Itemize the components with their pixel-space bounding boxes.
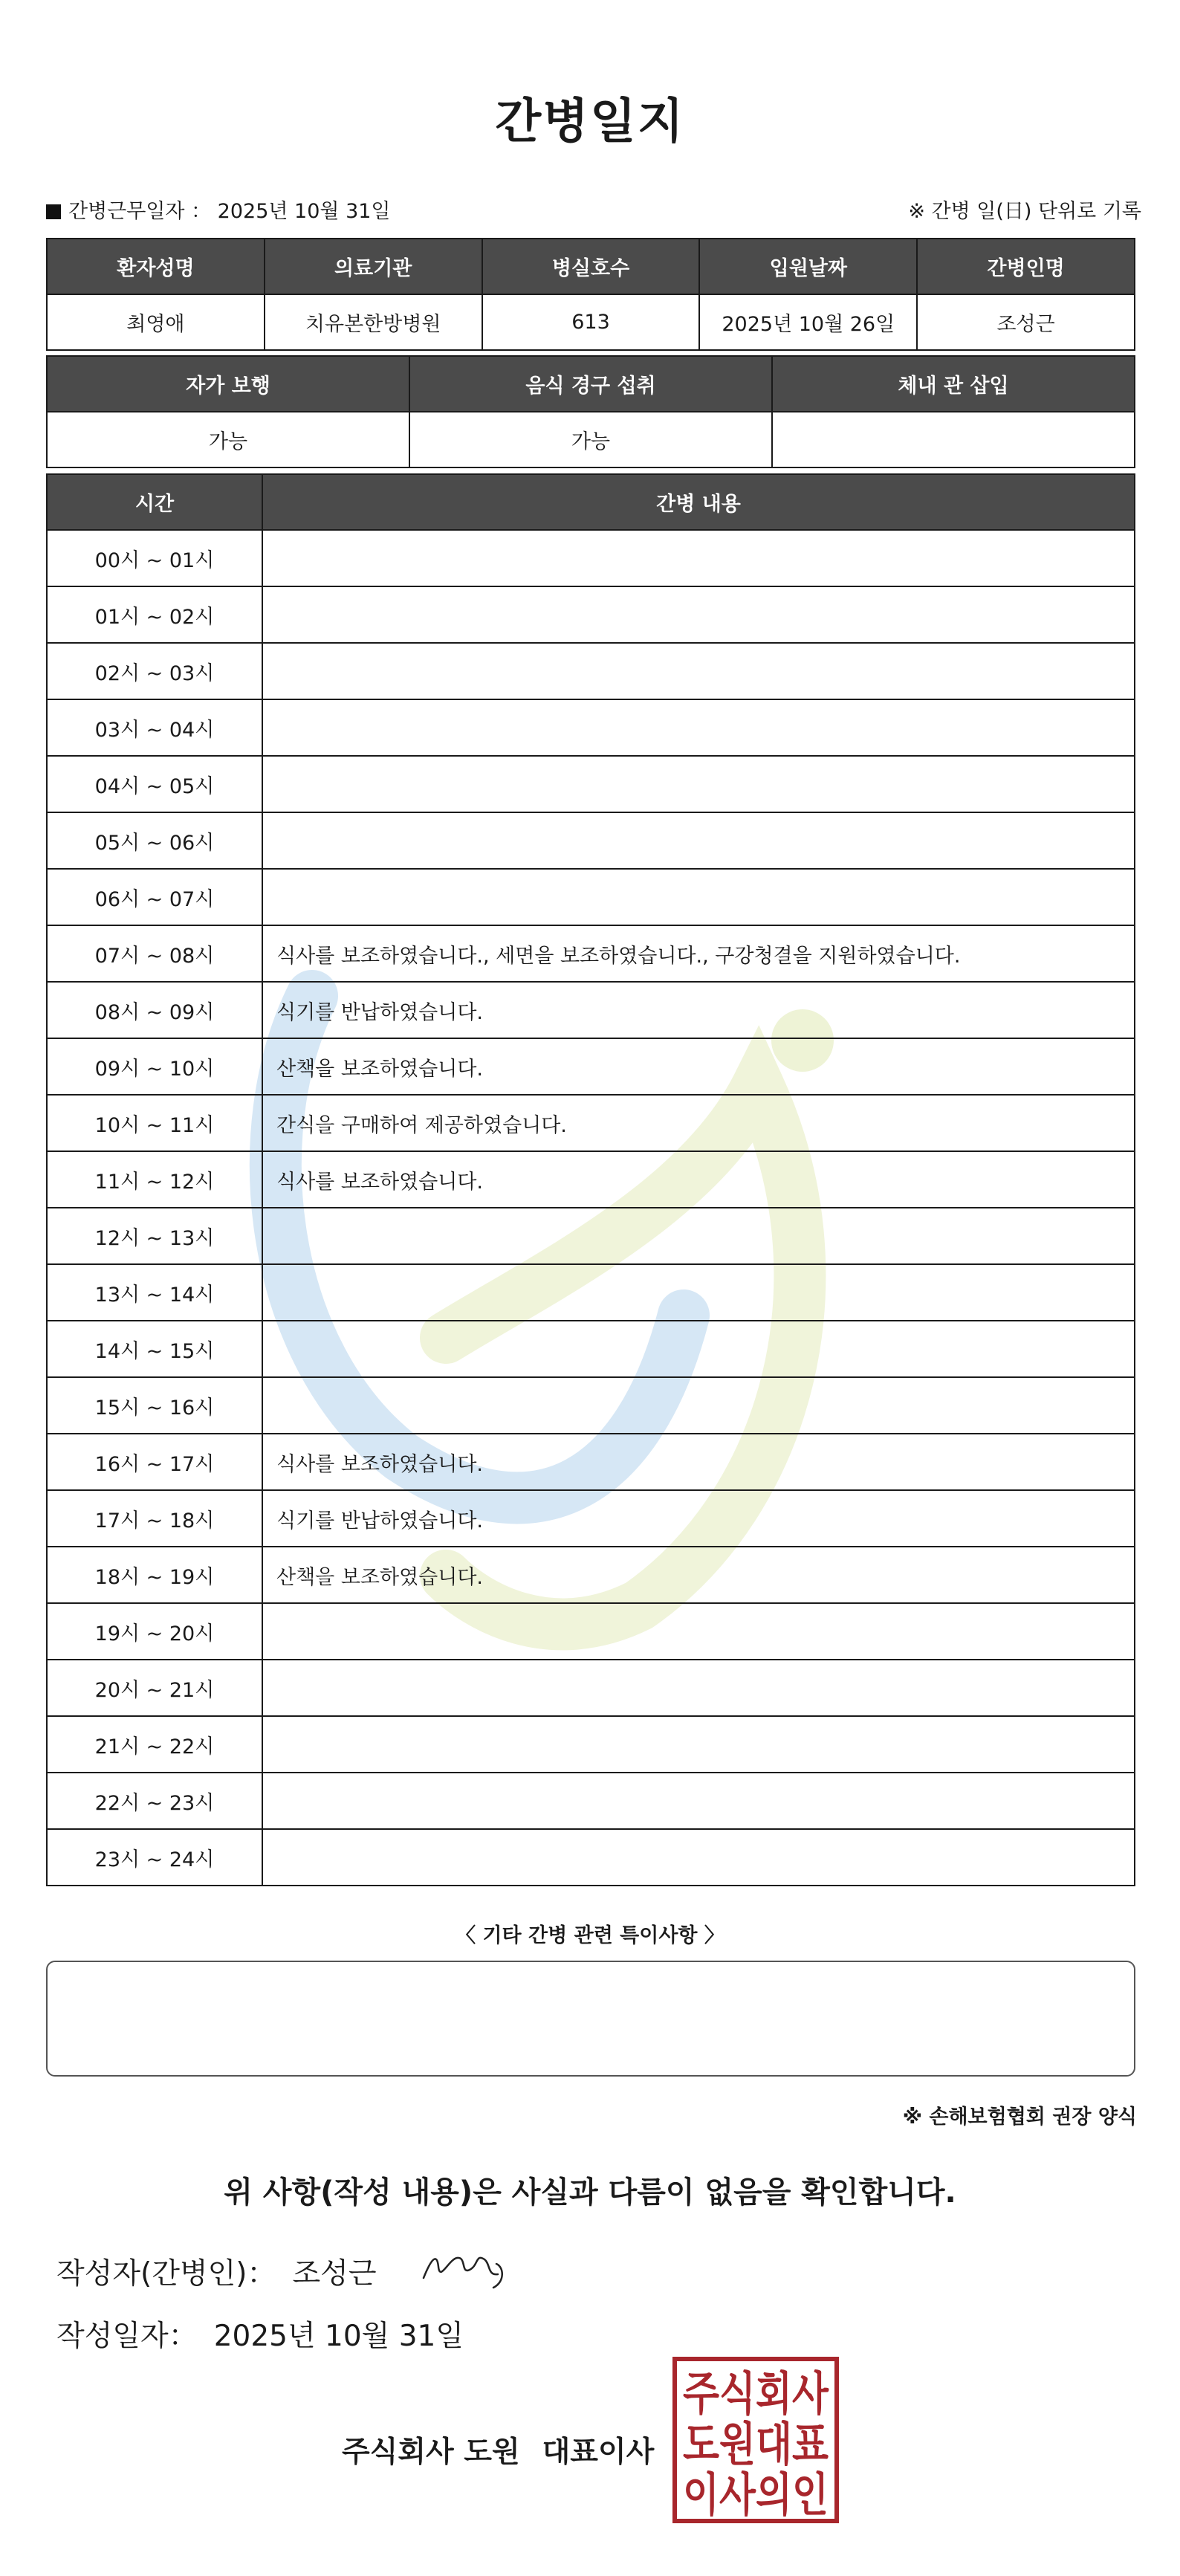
table-row: [47, 1038, 1135, 1095]
log-time: 06시 ~ 07시: [47, 869, 262, 925]
table-row: [47, 294, 1135, 350]
log-time: 14시 ~ 15시: [47, 1321, 262, 1377]
table-row: [47, 643, 1135, 699]
log-time: 23시 ~ 24시: [47, 1829, 262, 1886]
table-row: [47, 869, 1135, 925]
square-bullet-icon: [46, 204, 61, 219]
caregiver-name: 조성근: [917, 294, 1135, 350]
log-time: 12시 ~ 13시: [47, 1208, 262, 1264]
log-time: 19시 ~ 20시: [47, 1603, 262, 1660]
log-time: 11시 ~ 12시: [47, 1151, 262, 1208]
company-seal-icon: [672, 2356, 840, 2524]
room-number: 613: [482, 294, 700, 350]
log-content: [262, 1603, 1135, 1660]
table-row: [47, 1095, 1135, 1151]
svg-text:도원대표: 도원대표: [683, 2417, 829, 2471]
other-notes-box: [46, 1961, 1135, 2077]
table-row: [47, 812, 1135, 869]
header-hospital: 의료기관: [265, 239, 482, 294]
header-self-walking: 자가 보행: [47, 356, 409, 412]
log-content: 산책을 보조하였습니다.: [262, 1038, 1135, 1095]
log-content: [262, 530, 1135, 586]
work-date-label: 간병근무일자 ：: [68, 200, 212, 223]
svg-text:이사의인: 이사의인: [683, 2467, 829, 2522]
log-content: 식사를 보조하였습니다., 세면을 보조하였습니다., 구강청결을 지원하였습니다.: [262, 925, 1135, 982]
log-time: 21시 ~ 22시: [47, 1716, 262, 1773]
table-row: [47, 1321, 1135, 1377]
log-time: 05시 ~ 06시: [47, 812, 262, 869]
write-date-line: [56, 2313, 464, 2355]
log-content: [262, 643, 1135, 699]
tube-insertion: [772, 412, 1135, 467]
record-note: ※ 간병 일(日) 단위로 기록: [908, 200, 1141, 223]
confirmation-statement: 위 사항(작성 내용)은 사실과 다름이 없음을 확인합니다.: [224, 2175, 956, 2210]
table-row: [47, 1773, 1135, 1829]
log-content: [262, 1660, 1135, 1716]
writer-name: 조성근: [292, 2257, 377, 2291]
log-time: 13시 ~ 14시: [47, 1264, 262, 1321]
log-time: 17시 ~ 18시: [47, 1490, 262, 1547]
log-time: 15시 ~ 16시: [47, 1377, 262, 1434]
table-row: [47, 982, 1135, 1038]
table-row: [47, 699, 1135, 756]
company-line: [342, 2429, 654, 2470]
oral-intake: 가능: [409, 412, 772, 467]
patient-info-table: [46, 238, 1135, 351]
log-content: [262, 1829, 1135, 1886]
log-content: [262, 756, 1135, 812]
header-care-content: 간병 내용: [262, 474, 1135, 530]
log-content: [262, 699, 1135, 756]
log-content: [262, 1377, 1135, 1434]
log-content: [262, 1208, 1135, 1264]
table-row: [47, 586, 1135, 643]
signature-icon: [416, 2237, 520, 2297]
header-admission-date: 입원날짜: [699, 239, 917, 294]
log-content: 간식을 구매하여 제공하였습니다.: [262, 1095, 1135, 1151]
self-walking: 가능: [47, 412, 409, 467]
log-content: [262, 1773, 1135, 1829]
table-row: [47, 1603, 1135, 1660]
table-header-row: [47, 239, 1135, 294]
log-content: [262, 1264, 1135, 1321]
company-name: 주식회사 도원: [342, 2436, 520, 2469]
table-row: [47, 1208, 1135, 1264]
table-row: [47, 925, 1135, 982]
other-notes-title: 〈 기타 간병 관련 특이사항 〉: [456, 1924, 724, 1947]
table-row: [47, 1547, 1135, 1603]
table-row: [47, 1829, 1135, 1886]
log-time: 01시 ~ 02시: [47, 586, 262, 643]
log-time: 09시 ~ 10시: [47, 1038, 262, 1095]
company-title: 대표이사: [542, 2436, 655, 2469]
log-content: 식사를 보조하였습니다.: [262, 1434, 1135, 1490]
table-header-row: [47, 474, 1135, 530]
patient-name: 최영애: [47, 294, 265, 350]
log-time: 00시 ~ 01시: [47, 530, 262, 586]
table-row: [47, 1264, 1135, 1321]
table-row: [47, 1434, 1135, 1490]
status-info-table: [46, 355, 1135, 468]
header-caregiver-name: 간병인명: [917, 239, 1135, 294]
header-oral-intake: 음식 경구 섭취: [409, 356, 772, 412]
admission-date: 2025년 10월 26일: [699, 294, 917, 350]
log-content: 식사를 보조하였습니다.: [262, 1151, 1135, 1208]
write-date-value: 2025년 10월 31일: [213, 2320, 464, 2353]
document-title: 간병일지: [495, 94, 685, 149]
table-header-row: [47, 356, 1135, 412]
log-content: [262, 1716, 1135, 1773]
log-content: [262, 869, 1135, 925]
table-row: [47, 1490, 1135, 1547]
log-content: [262, 812, 1135, 869]
log-content: [262, 586, 1135, 643]
table-row: [47, 1716, 1135, 1773]
table-row: [47, 530, 1135, 586]
header-room: 병실호수: [482, 239, 700, 294]
header-tube-insertion: 체내 관 삽입: [772, 356, 1135, 412]
hospital: 치유본한방병원: [265, 294, 482, 350]
table-row: [47, 1660, 1135, 1716]
table-row: [47, 1377, 1135, 1434]
log-time: 20시 ~ 21시: [47, 1660, 262, 1716]
log-time: 02시 ~ 03시: [47, 643, 262, 699]
table-row: [47, 1151, 1135, 1208]
log-time: 22시 ~ 23시: [47, 1773, 262, 1829]
writer-line: [56, 2250, 377, 2292]
table-row: [47, 756, 1135, 812]
log-content: 식기를 반납하였습니다.: [262, 1490, 1135, 1547]
write-date-label: 작성일자：: [56, 2320, 198, 2353]
writer-label: 작성자(간병인)：: [56, 2257, 276, 2291]
work-date-value: 2025년 10월 31일: [217, 200, 391, 223]
log-content: 산책을 보조하였습니다.: [262, 1547, 1135, 1603]
log-time: 16시 ~ 17시: [47, 1434, 262, 1490]
svg-text:주식회사: 주식회사: [683, 2366, 829, 2421]
work-date: [46, 195, 391, 224]
log-content: 식기를 반납하였습니다.: [262, 982, 1135, 1038]
log-time: 08시 ~ 09시: [47, 982, 262, 1038]
log-time: 03시 ~ 04시: [47, 699, 262, 756]
header-patient-name: 환자성명: [47, 239, 265, 294]
log-time: 10시 ~ 11시: [47, 1095, 262, 1151]
log-time: 04시 ~ 05시: [47, 756, 262, 812]
log-time: 07시 ~ 08시: [47, 925, 262, 982]
header-time: 시간: [47, 474, 262, 530]
recommendation-note: ※ 손해보험협회 권장 양식: [902, 2106, 1137, 2129]
log-time: 18시 ~ 19시: [47, 1547, 262, 1603]
care-log-table: [46, 473, 1135, 1886]
log-content: [262, 1321, 1135, 1377]
table-row: [47, 412, 1135, 467]
